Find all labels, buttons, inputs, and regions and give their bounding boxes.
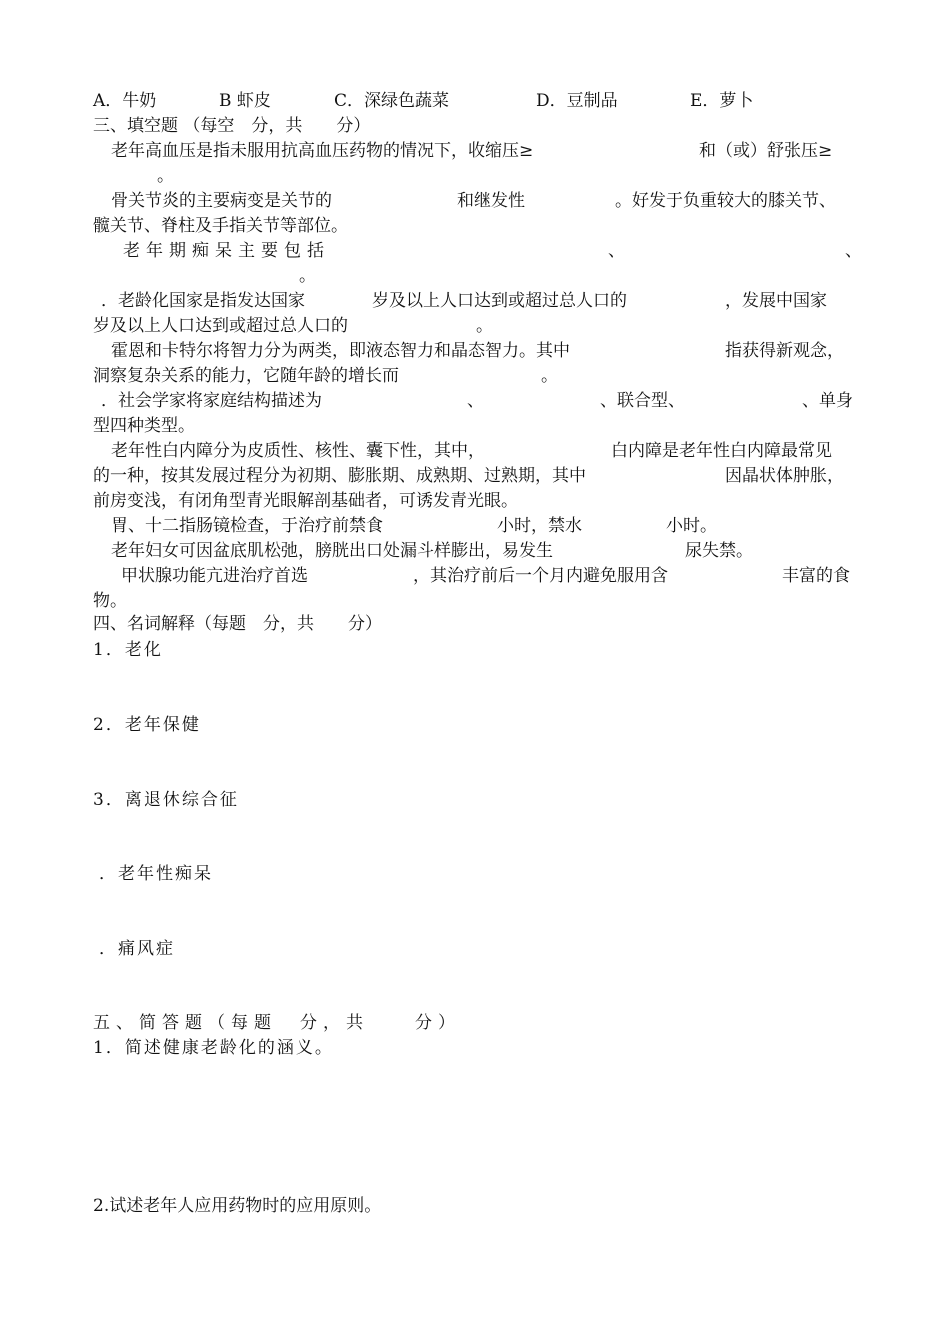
fill-q3-sep1: 、 — [608, 241, 625, 261]
section3-heading: 三、填空题 （每空 分，共 分） — [93, 116, 371, 136]
fill-q3-end: 。 — [299, 266, 316, 286]
fill-q10-text-b: ，其治疗前后一个月内避免服用含 — [413, 566, 668, 586]
term-item: 3．离退休综合征 — [93, 790, 239, 810]
term-item: ．痛风症 — [99, 939, 175, 959]
term-item: 2．老年保健 — [93, 715, 201, 735]
fill-q7-text-b: 白内障是老年性白内障最常见 — [611, 441, 832, 461]
fill-q2-text-c: 。好发于负重较大的膝关节、 — [615, 191, 836, 211]
fill-q5-text-b: 指获得新观念， — [725, 341, 844, 361]
option-a: A．牛奶 — [93, 91, 157, 111]
option-c: C．深绿色蔬菜 — [334, 91, 450, 111]
fill-q6-text-d: 、单身 — [802, 391, 853, 411]
fill-q2-text: 骨关节炎的主要病变是关节的 — [111, 191, 332, 211]
fill-q4-end: 。 — [476, 316, 493, 336]
fill-q5-text-c: 洞察复杂关系的能力，它随年龄的增长而 — [93, 366, 399, 386]
fill-q1-text: 老年高血压是指未服用抗高血压药物的情况下，收缩压≥ — [111, 141, 534, 161]
fill-q3-text: 老年期痴呆主要包括 — [123, 241, 330, 261]
fill-q7-text-e: 前房变浅，有闭角型青光眼解剖基础者，可诱发青光眼。 — [93, 491, 518, 511]
term-item: ．老年性痴呆 — [99, 864, 213, 884]
fill-q7-text: 老年性白内障分为皮质性、核性、囊下性，其中， — [111, 441, 485, 461]
fill-q5-text: 霍恩和卡特尔将智力分为两类，即液态智力和晶态智力。其中 — [111, 341, 570, 361]
fill-q3-sep2: 、 — [845, 241, 862, 261]
fill-q9-text: 老年妇女可因盆底肌松弛，膀胱出口处漏斗样膨出，易发生 — [111, 541, 553, 561]
fill-q5-end: 。 — [541, 366, 558, 386]
fill-q1-text-b: 和（或）舒张压≥ — [699, 141, 833, 161]
fill-q8-text: 胃、十二指肠镜检查，于治疗前禁食 — [111, 516, 383, 536]
fill-q4-text: ．老龄化国家是指发达国家 — [101, 291, 305, 311]
fill-q10-text-c: 丰富的食 — [782, 566, 850, 586]
fill-q4-text-c: ，发展中国家 — [725, 291, 827, 311]
short-answer-item: 2.试述老年人应用药物时的应用原则。 — [93, 1196, 382, 1216]
short-answer-item: 1．简述健康老龄化的涵义。 — [93, 1038, 334, 1058]
fill-q10-text: 甲状腺功能亢进治疗首选 — [121, 566, 308, 586]
fill-q7-text-d: 因晶状体肿胀， — [725, 466, 844, 486]
fill-q4-text-d: 岁及以上人口达到或超过总人口的 — [93, 316, 348, 336]
fill-q7-text-c: 的一种，按其发展过程分为初期、膨胀期、成熟期、过熟期，其中 — [93, 466, 586, 486]
fill-q8-text-c: 小时。 — [666, 516, 717, 536]
fill-q2-text-d: 髋关节、脊柱及手指关节等部位。 — [93, 216, 348, 236]
fill-q4-text-b: 岁及以上人口达到或超过总人口的 — [372, 291, 627, 311]
section4-heading: 四、名词解释（每题 分，共 分） — [93, 614, 382, 634]
fill-q2-text-b: 和继发性 — [457, 191, 525, 211]
option-b: B 虾皮 — [219, 91, 271, 111]
fill-q8-text-b: 小时，禁水 — [497, 516, 582, 536]
option-d: D．豆制品 — [536, 91, 618, 111]
fill-q1-end: 。 — [157, 166, 174, 186]
section5-heading: 五、简答题（每题 分，共 分） — [93, 1013, 461, 1033]
fill-q6-text-c: 、联合型、 — [600, 391, 685, 411]
fill-q6-text-e: 型四种类型。 — [93, 416, 195, 436]
fill-q9-text-b: 尿失禁。 — [685, 541, 753, 561]
fill-q6-text: ．社会学家将家庭结构描述为 — [101, 391, 322, 411]
fill-q6-sep1: 、 — [467, 391, 484, 411]
fill-q10-text-d: 物。 — [93, 591, 127, 611]
term-item: 1．老化 — [93, 640, 163, 660]
option-e: E．萝卜 — [690, 91, 754, 111]
